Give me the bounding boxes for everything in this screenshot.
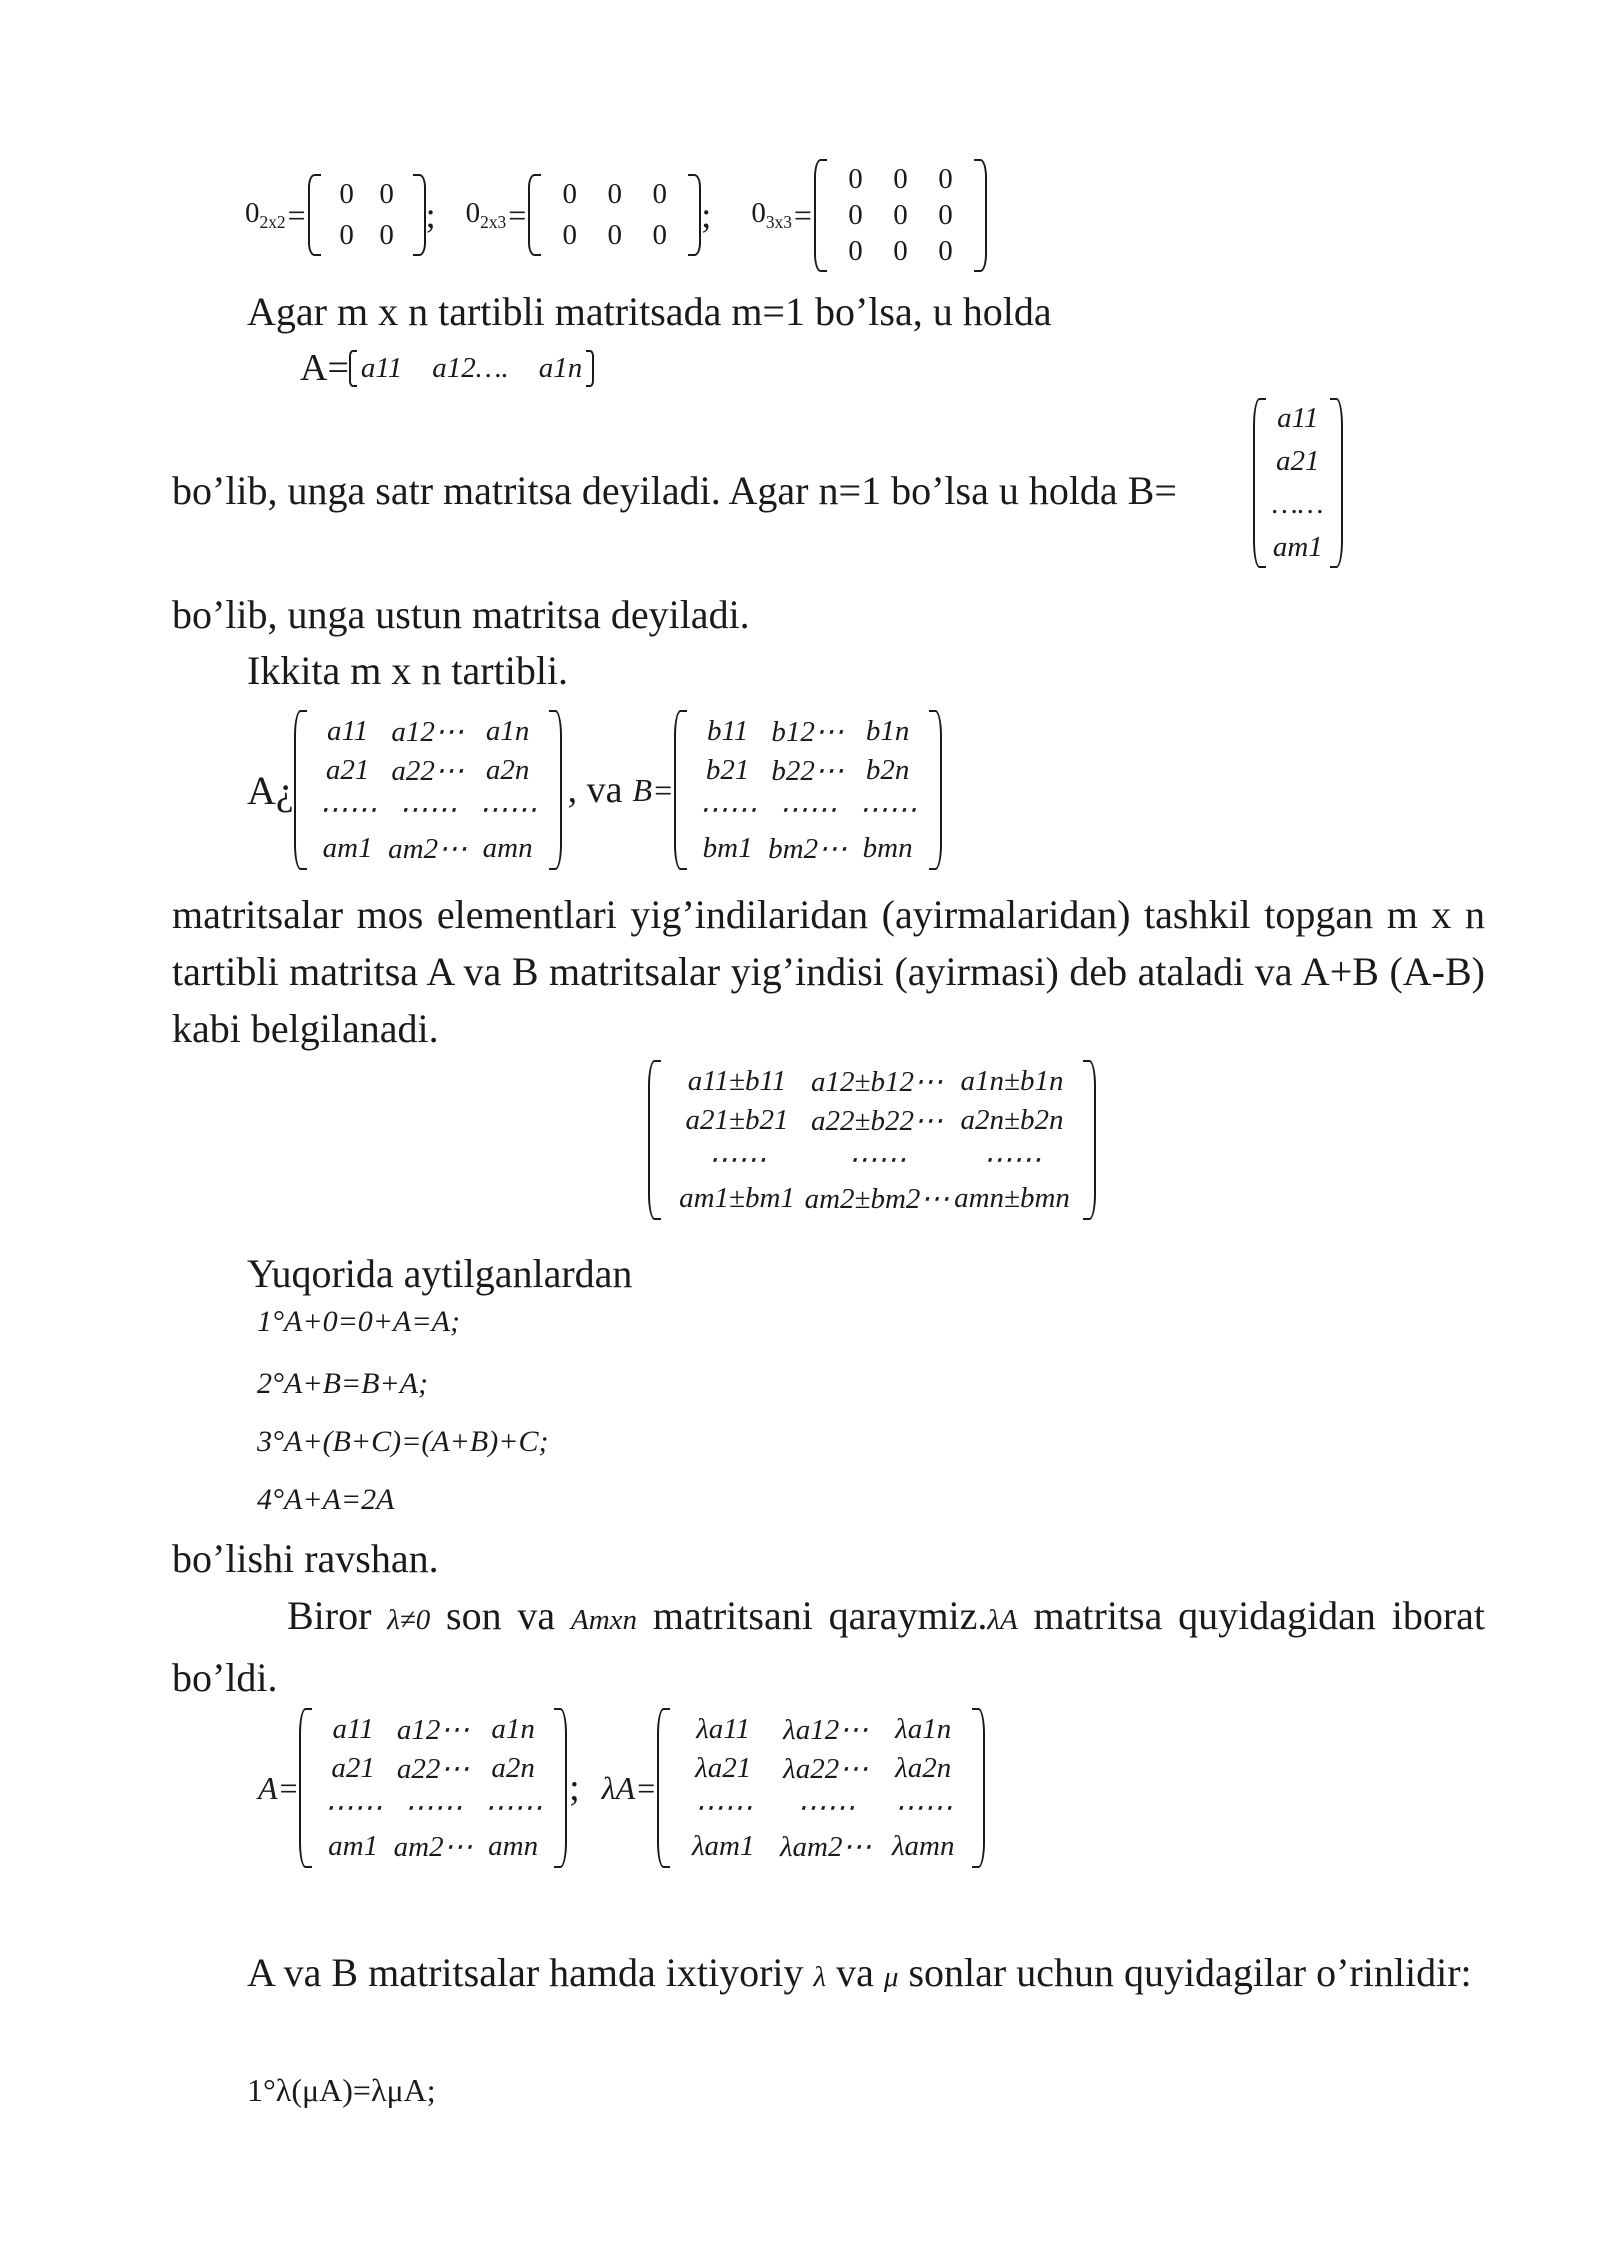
paragraph-scalar-multiplication: Biror λ≠0 son va Amxn matritsani qaraymiz.λA matritsa quyidagidan iborat bo’ldi. (172, 1593, 1486, 1700)
matrix-cell: b22⋯ (771, 755, 844, 787)
matrix-cell: a21 (325, 754, 370, 786)
matrix-cell: λa1n (895, 1713, 952, 1745)
matrices-A-B (247, 700, 942, 880)
matrix-A (294, 710, 562, 870)
matrix-cell: a21±b21 (685, 1104, 789, 1136)
matrix-cell: a12⋯ (396, 1714, 470, 1746)
zero-matrices-line (245, 150, 987, 280)
matrix-cell: a22⋯ (396, 1753, 470, 1785)
column-vector-cell: am1 (1272, 531, 1323, 563)
matrix-cell: amn±bmn (954, 1182, 1070, 1214)
equals-sign: = (508, 196, 527, 233)
matrix-cell: amn (482, 832, 533, 864)
matrix-cell: λam2⋯ (779, 1831, 872, 1863)
matrix-cell: a1n±b1n (960, 1065, 1064, 1097)
matrix-cell: a12⋯ (391, 716, 464, 748)
matrix-cell: a1n (491, 1713, 535, 1745)
separator: ; (425, 195, 436, 235)
matrix-cell: a11 (332, 1713, 374, 1745)
matrix-cell: a2n±b2n (960, 1104, 1064, 1136)
matrix-cell: ⋯⋯ (478, 794, 537, 826)
matrix-cell: ⋯⋯ (484, 1792, 543, 1824)
and-text: , va (567, 769, 623, 811)
column-vector (1253, 398, 1343, 568)
matrix-cell: am2±bm2⋯ (804, 1183, 950, 1215)
matrix-B (674, 710, 942, 870)
row-vector-cell: a11 (360, 351, 403, 384)
matrix-A-label: A¿ (247, 767, 294, 813)
row-vector-lhs: A= (300, 347, 349, 389)
matrix-cell: ⋯⋯ (848, 1144, 906, 1176)
matrix-cell: b21 (705, 754, 750, 786)
matrix-cell: b2n (865, 754, 910, 786)
matrices-A-lambdaA (258, 1698, 985, 1878)
matrix-cell: a22±b22⋯ (811, 1105, 943, 1137)
paragraph-column-matrix-definition: bo’lib, unga ustun matritsa deyiladi. (172, 592, 750, 637)
sum-matrix (648, 1060, 1096, 1220)
matrix-cell: bmn (862, 832, 913, 864)
matrix-cell: ⋯⋯ (894, 1792, 953, 1824)
matrix-cell: a21 (331, 1752, 375, 1784)
matrix-cell: a2n (485, 754, 530, 786)
matrix-cell: a11±b11 (687, 1065, 787, 1097)
zero-matrix-3x3: 0 0 0 0 0 0 0 0 0 (814, 159, 987, 272)
column-vector-cell: …… (1272, 488, 1324, 520)
column-vector-cell: a21 (1276, 445, 1320, 477)
matrix-cell: ⋯⋯ (796, 1792, 855, 1824)
equals-sign: = (793, 196, 812, 233)
paragraph-two-matrices: Ikkita m x n tartibli. (247, 648, 569, 693)
paragraph-properties-intro: A va B matritsalar hamda ixtiyoriy λ va μ sonlar uchun quyidagilar o’rinlidir: (247, 1950, 1472, 1995)
separator: ; (701, 195, 712, 235)
matrix-cell: am1±bm1 (679, 1182, 795, 1214)
zero-matrix-3x3-label: $0_{3x3}$ (751, 196, 792, 233)
paragraph-row-matrix-intro: Agar m x n tartibli matritsada m=1 bo’lsa, u holda (247, 289, 1052, 334)
matrix-A-eq-label: A= (258, 1769, 300, 1806)
matrix-cell: ⋯⋯ (318, 794, 377, 826)
matrix-cell: am1 (328, 1830, 379, 1862)
matrix-cell: λa11 (696, 1713, 751, 1745)
matrix-cell: ⋯⋯ (694, 1792, 753, 1824)
matrix-cell: ⋯⋯ (778, 794, 837, 826)
zero-matrix-2x2: 0 0 0 0 (308, 174, 426, 256)
matrix-cell: λa21 (695, 1752, 752, 1784)
matrix-cell: a1n (485, 715, 530, 747)
paragraph-from-above: Yuqorida aytilganlardan (247, 1251, 633, 1296)
matrix-B-label: B= (632, 771, 674, 808)
property-2: 2°A+B=B+A; (257, 1367, 429, 1400)
matrix-cell: bm2⋯ (768, 833, 848, 865)
zero-matrix-2x3: 0 0 0 0 0 0 (528, 174, 701, 256)
matrix-cell: a12±b12⋯ (811, 1066, 943, 1098)
matrix-cell: a11 (326, 715, 369, 747)
column-vector-cell: a11 (1277, 402, 1319, 434)
matrix-cell: ⋯⋯ (983, 1144, 1041, 1176)
matrix-A-second (299, 1708, 567, 1868)
matrix-cell: λa12⋯ (783, 1714, 869, 1746)
matrix-cell: b1n (865, 715, 910, 747)
property-3: 3°A+(B+C)=(A+B)+C; (257, 1425, 549, 1458)
property-4: 4°A+A=2A (257, 1483, 395, 1516)
matrix-cell: ⋯⋯ (324, 1792, 383, 1824)
matrix-cell: am2⋯ (388, 833, 468, 865)
matrix-cell: a22⋯ (391, 755, 464, 787)
matrix-cell: am2⋯ (393, 1831, 473, 1863)
matrix-cell: ⋯⋯ (858, 794, 917, 826)
matrix-lambdaA (657, 1708, 985, 1868)
matrix-cell: ⋯⋯ (698, 794, 757, 826)
row-vector-matrix (349, 350, 594, 387)
matrix-cell: λam1 (691, 1830, 755, 1862)
equals-sign: = (287, 196, 306, 233)
separator: ; (569, 1767, 580, 1809)
row-vector-cell: a1n (538, 351, 583, 384)
zero-matrix-2x3-label: $0_{2x3}$ (465, 196, 507, 233)
matrix-cell: amn (488, 1830, 539, 1862)
property-1: 1°A+0=0+A=A; (257, 1305, 460, 1338)
matrix-cell: ⋯⋯ (404, 1792, 463, 1824)
matrix-cell: b11 (706, 715, 749, 747)
matrix-cell: am1 (322, 832, 373, 864)
row-vector (300, 340, 594, 396)
paragraph-sum-definition: matritsalar mos elementlari yig’indilaridan (ayirmalaridan) tashkil topgan m x n tartibli matritsa A va B matritsalar yig’indisi (ayirmasi) deb ataladi va A+B (A-B) kabi belgilanadi. (172, 892, 1485, 1051)
matrix-cell: λamn (891, 1830, 955, 1862)
matrix-cell: λa22⋯ (783, 1753, 869, 1785)
zero-matrix-2x2-label: $0_{2x2}$ (245, 196, 286, 233)
matrix-cell: ⋯⋯ (708, 1144, 766, 1176)
matrix-cell: b12⋯ (771, 716, 844, 748)
matrix-cell: bm1 (702, 832, 753, 864)
matrix-cell: ⋯⋯ (398, 794, 457, 826)
row-vector-cell: a12…. (432, 351, 509, 384)
property-lambda-mu: 1°λ(μA)=λμA; (247, 2072, 436, 2108)
matrix-cell: a2n (491, 1752, 535, 1784)
matrix-lambdaA-label: λA= (601, 1769, 657, 1806)
paragraph-row-matrix-definition: bo’lib, unga satr matritsa deyiladi. Agar n=1 bo’lsa u holda B= (172, 468, 1177, 513)
paragraph-obvious: bo’lishi ravshan. (172, 1536, 439, 1581)
matrix-cell: λa2n (895, 1752, 952, 1784)
